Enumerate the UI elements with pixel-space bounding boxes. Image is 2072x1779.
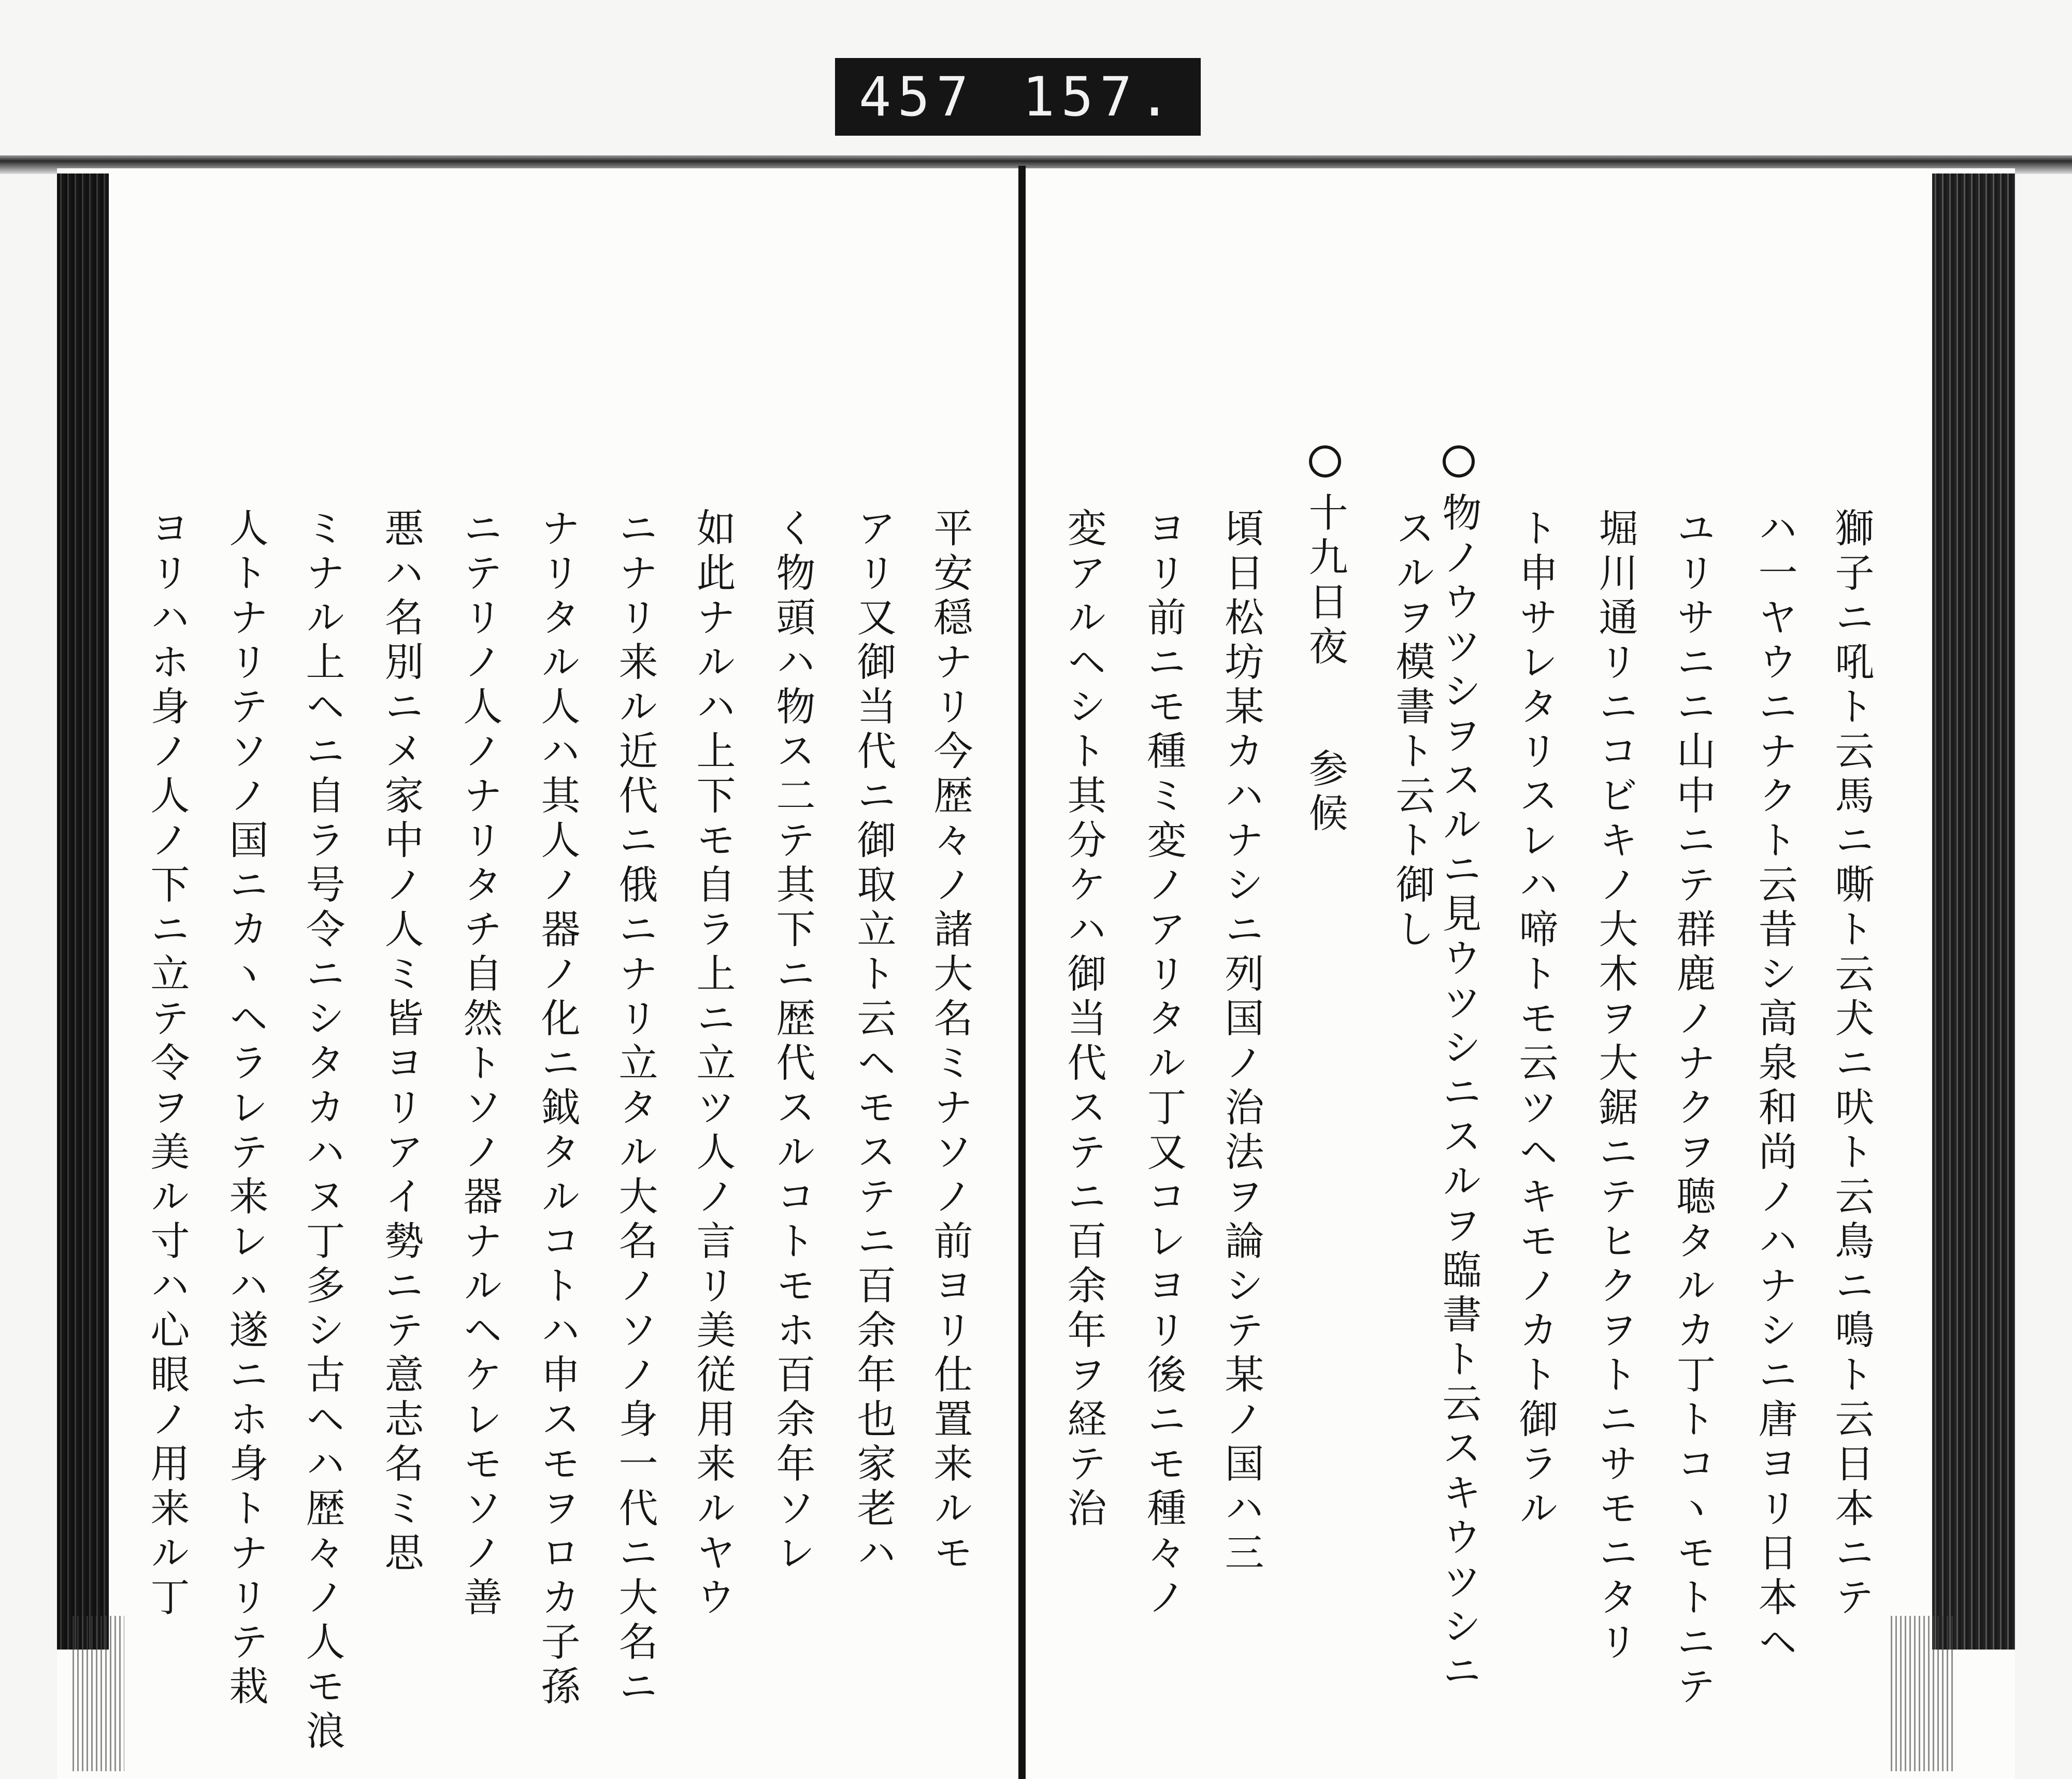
text-column: ハ一ヤウニナクト云昔シ高泉和尚ノハナシニ唐ヨリ日本ヘ — [1752, 508, 1798, 1666]
circle-mark — [1443, 445, 1475, 478]
text-column: 人トナリテソノ国ニカヽヘラレテ来レハ遂ニホ身トナリテ栽 — [223, 508, 269, 1710]
text-column: ヨリ前ニモ種ミ変ノアリタル丁又コレヨリ後ニモ種々ノ — [1141, 508, 1187, 1621]
text-column: 獅子ニ吼ト云馬ニ嘶ト云犬ニ吠ト云鳥ニ鳴ト云日本ニテ — [1829, 508, 1875, 1621]
text-column: ユリサニニ山中ニテ群鹿ノナクヲ聴タルカ丁トコヽモトニテ — [1670, 508, 1716, 1710]
text-column: スルヲ模書ト云ト御し — [1389, 508, 1435, 953]
text-column: アリ又御当代ニ御取立ト云ヘモステニ百余年也家老ハ — [851, 508, 897, 1576]
text-column: く物頭ハ物ス二テ其下ニ歴代スルコトモホ百余年ソレ — [770, 508, 816, 1576]
text-column: ヨリハホ身ノ人ノ下ニ立テ令ヲ美ル寸ハ心眼ノ用来ル丁 — [144, 508, 190, 1621]
text-column: ミナル上ヘニ自ラ号令ニシタカハヌ丁多シ古ヘハ歴々ノ人モ浪 — [299, 508, 346, 1755]
heading-suffix: 参候 — [1302, 748, 1348, 837]
book-spine — [1018, 166, 1026, 1779]
text-column: 如此ナルハ上下モ自ラ上ニ立ツ人ノ言リ美従用来ルヤウ — [690, 508, 736, 1621]
text-column: ト申サレタリスレハ啼トモ云ツヘキモノカト御ラル — [1513, 508, 1559, 1532]
right-page-edges — [1932, 173, 2015, 1650]
text-column: ニテリノ人ノナリタチ自然トソノ器ナルヘケレモソノ善 — [457, 508, 503, 1621]
text-column: 平安穏ナリ今歴々ノ諸大名ミナソノ前ヨリ仕置来ルモ — [927, 508, 973, 1576]
date-heading — [1296, 445, 1354, 837]
left-page — [109, 171, 1018, 1776]
label-number-left: 457 — [858, 65, 975, 128]
date-heading-text: 十九日夜 — [1302, 492, 1348, 670]
text-column: 頃日松坊某カハナシニ列国ノ治法ヲ論シテ某ノ国ハ三 — [1218, 508, 1264, 1576]
text-column: 堀川通リニコビキノ大木ヲ大鋸ニテヒクヲトニサモニタリ — [1592, 508, 1638, 1666]
label-number-right: 157. — [1022, 65, 1177, 128]
text-column: 悪ハ名別ニメ家中ノ人ミ皆ヨリアイ勢ニテ意志名ミ思 — [378, 508, 424, 1576]
right-page — [1026, 171, 1932, 1776]
circle-mark — [1309, 445, 1341, 478]
column-text: 物ノウツシヲスルニ見ウツシニスルヲ臨書ト云スキウツシニ — [1436, 492, 1482, 1695]
page-number-label — [835, 58, 1201, 136]
text-column: 変アルヘシト其分ケハ御当代ステニ百余年ヲ経テ治 — [1061, 508, 1107, 1532]
text-column: ニナリ来ル近代ニ俄ニナリ立タル大名ノソノ身一代ニ大名ニ — [612, 508, 658, 1710]
text-column: ナリタル人ハ其人ノ器ノ化ニ鉞タルコトハ申スモヲロカ子孫 — [535, 508, 581, 1710]
left-page-edges — [57, 173, 109, 1650]
